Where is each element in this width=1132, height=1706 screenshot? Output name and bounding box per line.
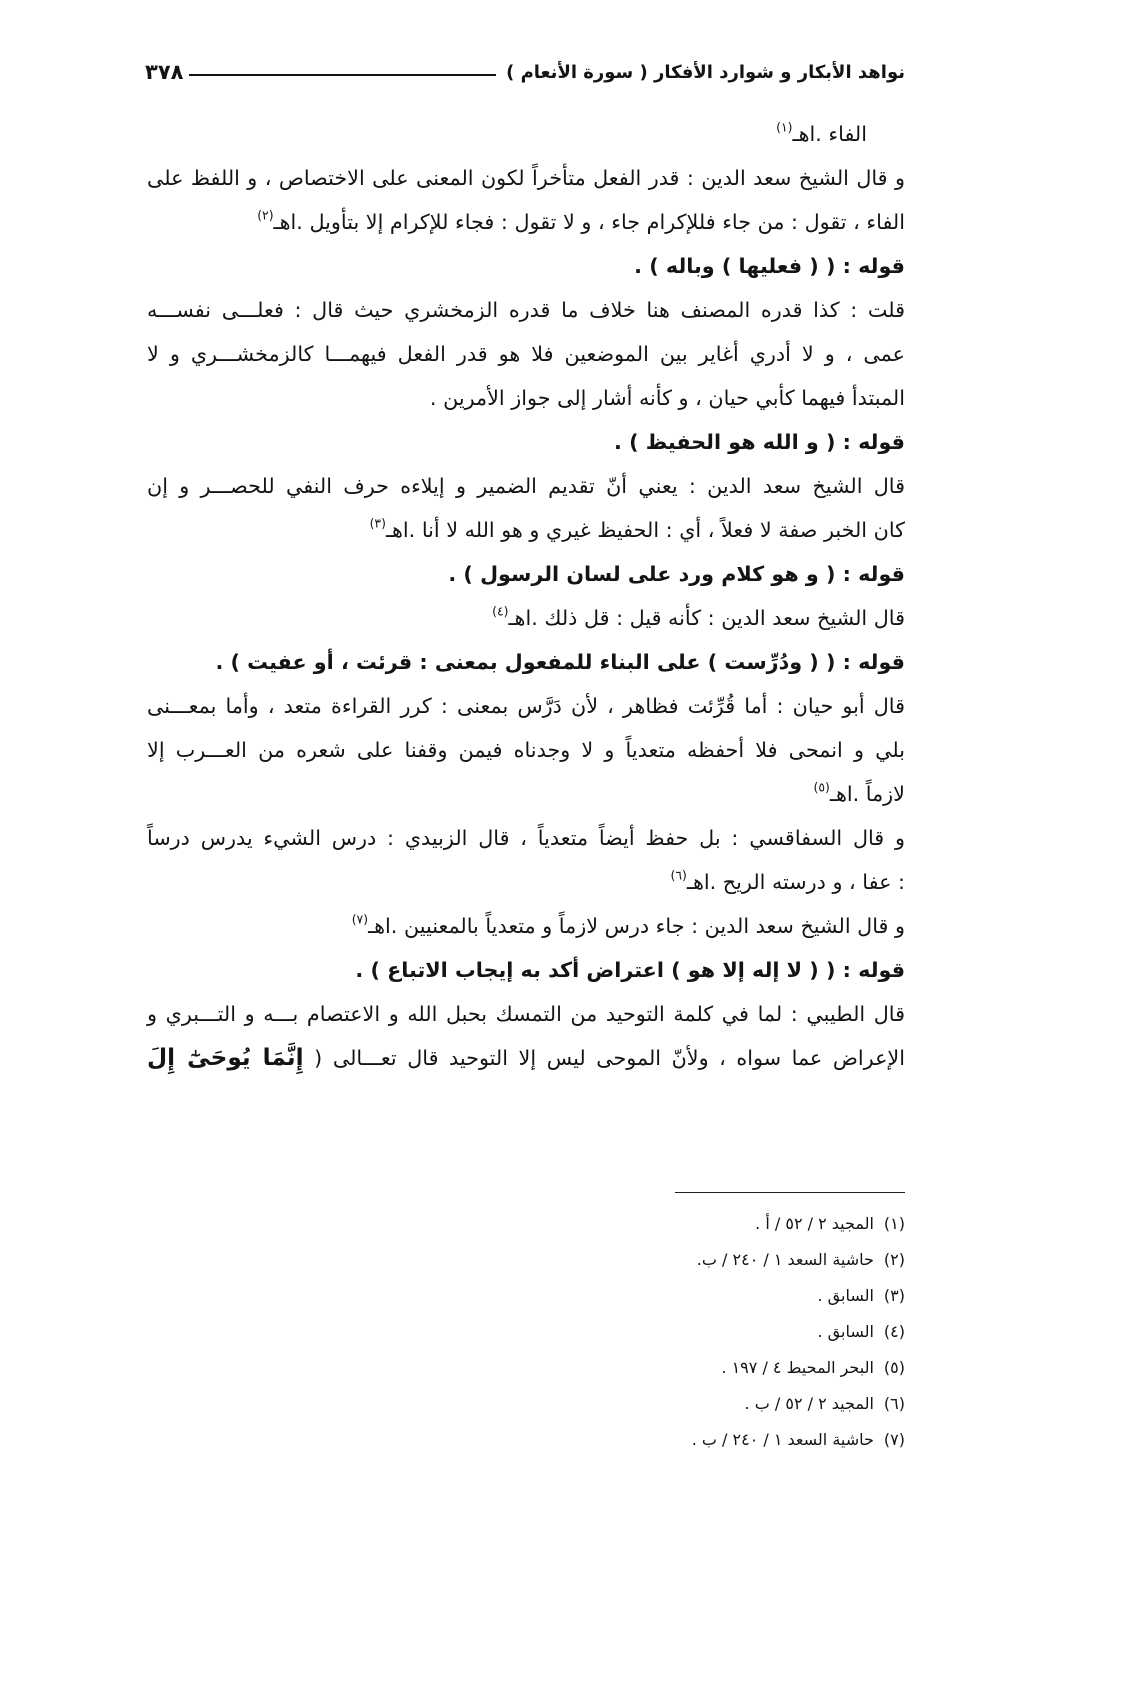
header-rule (189, 74, 496, 76)
line-text: لازماً .اهـ (829, 782, 905, 806)
footnote-number: (٧) (883, 1430, 905, 1449)
commentary-heading (145, 552, 905, 596)
body-line (145, 596, 905, 640)
footnote-item (145, 1350, 905, 1386)
line-text: قال الشيخ سعد الدين : يعني أنّ تقديم الضمير و إيلاءه حرف النفي للحصـــر و إن (147, 474, 905, 498)
line-text: قال أبو حيان : أما قُرِّئت فظاهر ، لأن دَرَّس بمعنى : كرر القراءة متعد ، وأما بمعـــنى (146, 694, 905, 718)
line-text: الفاء .اهـ (792, 122, 867, 146)
footnote-number: (٤) (883, 1322, 905, 1341)
line-text: قال الشيخ سعد الدين : كأنه قيل : قل ذلك .اهـ (508, 606, 905, 630)
line-text: الفاء ، تقول : من جاء فللإكرام جاء ، و لا تقول : فجاء للإكرام إلا بتأويل .اهـ (273, 210, 905, 234)
line-content (352, 904, 905, 948)
line-text: المبتدأ فيهما كأبي حيان ، و كأنه أشار إلى جواز الأمرين . (429, 386, 905, 410)
body-line (145, 992, 905, 1036)
body-line (145, 684, 905, 728)
footnote-number: (١) (883, 1214, 905, 1233)
body-line (145, 508, 905, 552)
line-content (370, 508, 905, 552)
line-text: بلي و انمحى فلا أحفظه متعدياً و لا وجدناه فيمن وقفنا على شعره من العـــرب إلا (147, 738, 905, 762)
footnote-number: (٦) (883, 1394, 905, 1413)
line-text: : عفا ، و درسته الريح .اهـ (686, 870, 905, 894)
body-line (145, 772, 905, 816)
main-text (145, 112, 905, 1080)
line-text: كان الخبر صفة لا فعلاً ، أي : الحفيظ غيري و هو الله لا أنا .اهـ (385, 518, 905, 542)
footnote-text: حاشية السعد ١ / ٢٤٠ / ب. (696, 1250, 874, 1269)
footnote-text: السابق . (817, 1322, 874, 1341)
commentary-heading (145, 948, 905, 992)
line-text: و قال الشيخ سعد الدين : جاء درس لازماً و متعدياً بالمعنيين .اهـ (368, 914, 905, 938)
footnote-ref: (٣) (369, 515, 386, 531)
footnote-text: السابق . (817, 1286, 874, 1305)
quran-quote: إِنَّمَا يُوحَىٰٓ إِلَ (147, 1044, 304, 1071)
line-text: عمى ، و لا أدري أغاير بين الموضعين فلا هو قدر الفعل فيهمـــا كالزمخشـــري و لا (147, 342, 905, 366)
footnote-text: البحر المحيط ٤ / ١٩٧ . (721, 1358, 874, 1377)
footnote-text: المجيد ٢ / ٥٢ / أ . (755, 1214, 874, 1233)
line-content (147, 1036, 905, 1080)
commentary-heading (145, 640, 905, 684)
body-line (145, 464, 905, 508)
line-content (492, 596, 905, 640)
body-line (145, 200, 905, 244)
commentary-heading (145, 420, 905, 464)
body-line (145, 332, 905, 376)
footnote-item (145, 1206, 905, 1242)
footnote-number: (٢) (883, 1250, 905, 1269)
line-content (671, 860, 905, 904)
line-text: و قال السفاقسي : بل حفظ أيضاً متعدياً ، قال الزبيدي : درس الشيء يدرس درساً (147, 826, 905, 850)
footnote-ref: (٢) (257, 207, 274, 223)
heading-text: قوله : ( ( ودُرِّست ) على البناء للمفعول بمعنى : قرئت ، أو عفيت ) . (215, 650, 905, 674)
line-content (257, 200, 905, 244)
heading-text: قوله : ( و هو كلام ورد على لسان الرسول ) . (448, 562, 905, 586)
footnote-separator (675, 1192, 905, 1193)
line-content (776, 112, 867, 156)
line-text: الإعراض عما سواه ، ولأنّ الموحى ليس إلا التوحيد قال تعـــالى ( (314, 1046, 905, 1070)
body-line (145, 1036, 905, 1080)
body-line (145, 112, 905, 156)
footnote-item (145, 1386, 905, 1422)
footnotes (145, 1206, 905, 1458)
footnote-ref: (٦) (670, 867, 687, 883)
heading-text: قوله : ( و الله هو الحفيظ ) . (614, 430, 905, 454)
footnote-text: حاشية السعد ١ / ٢٤٠ / ب . (691, 1430, 874, 1449)
footnote-item (145, 1278, 905, 1314)
book-title: نواهد الأبكار و شوارد الأفكار ( سورة الأنعام ) (506, 61, 905, 83)
running-header (145, 50, 905, 94)
footnote-ref: (٤) (492, 603, 509, 619)
body-line (145, 816, 905, 860)
footnote-number: (٥) (883, 1358, 905, 1377)
footnote-ref: (٥) (813, 779, 830, 795)
line-content (814, 772, 905, 816)
heading-text: قوله : ( ( فعليها ) وباله ) . (634, 254, 905, 278)
footnote-item (145, 1314, 905, 1350)
line-text: قلت : كذا قدره المصنف هنا خلاف ما قدره الزمخشري حيث قال : فعلـــى نفســـه (147, 298, 905, 322)
footnote-item (145, 1242, 905, 1278)
body-line (145, 860, 905, 904)
body-line (145, 376, 905, 420)
line-text: و قال الشيخ سعد الدين : قدر الفعل متأخراً لكون المعنى على الاختصاص ، و اللفظ على (146, 166, 905, 190)
page-number: ٣٧٨ (145, 60, 184, 84)
footnote-item (145, 1422, 905, 1458)
line-text: قال الطيبي : لما في كلمة التوحيد من التمسك بحبل الله و الاعتصام بـــه و التـــبري و (147, 1002, 905, 1026)
body-line (145, 156, 905, 200)
body-line (145, 288, 905, 332)
footnote-text: المجيد ٢ / ٥٢ / ب . (744, 1394, 874, 1413)
footnote-ref: (٧) (351, 911, 369, 927)
heading-text: قوله : ( ( لا إله إلا هو ) اعتراض أكد به إيجاب الاتباع ) . (355, 958, 905, 982)
commentary-heading (145, 244, 905, 288)
body-line (145, 728, 905, 772)
footnote-number: (٣) (883, 1286, 905, 1305)
footnote-ref: (١) (776, 119, 793, 135)
body-line (145, 904, 905, 948)
